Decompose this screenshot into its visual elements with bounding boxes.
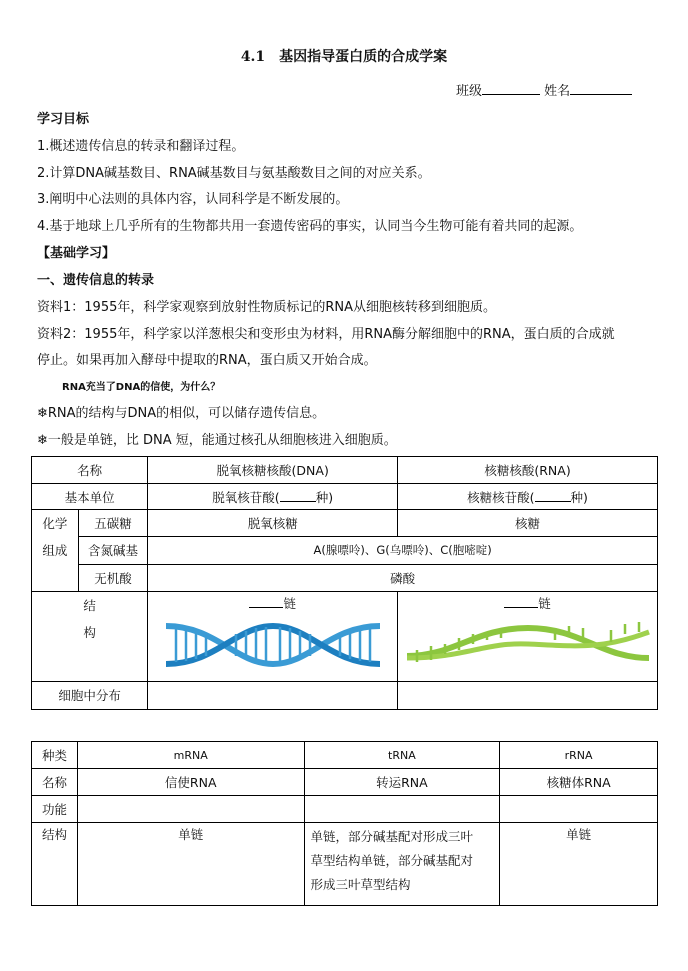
material-1: 资料1：1955年，科学家观察到放射性物质标记的RNA从细胞核转移到细胞质。: [37, 300, 497, 315]
dist-label: 细胞中分布: [32, 681, 148, 709]
class-blank[interactable]: [482, 82, 540, 95]
rna-dist-blank[interactable]: [398, 681, 658, 709]
goal-1: 1.概述遗传信息的转录和翻译过程。: [37, 139, 245, 154]
dna-double-helix-icon: [166, 618, 380, 670]
unit-label: 基本单位: [32, 484, 148, 510]
rna-chain-blank[interactable]: [504, 596, 538, 608]
sugar-label: 五碳糖: [78, 510, 148, 537]
struct-label: 结构: [32, 823, 78, 906]
dna-sugar: 脱氧核糖: [148, 510, 398, 537]
dna-chain-blank[interactable]: [249, 596, 283, 608]
rna-single-helix-icon: [405, 620, 651, 666]
struct-label: 结 构: [32, 591, 148, 681]
answer-2: ❄一般是单链，比 DNA 短，能通过核孔从细胞核进入细胞质。: [37, 433, 397, 448]
h-kind: 种类: [32, 742, 78, 769]
kind-trna: tRNA: [304, 742, 500, 769]
goal-2: 2.计算DNA碱基数目、RNA碱基数目与氨基酸数目之间的对应关系。: [37, 166, 431, 181]
dna-dist-blank[interactable]: [148, 681, 398, 709]
class-name-line: [456, 80, 632, 99]
rna-types-table: [31, 741, 658, 906]
h-name: 名称: [32, 457, 148, 484]
acid: 磷酸: [148, 564, 658, 591]
basic-heading: 【基础学习】: [37, 246, 116, 261]
section1-heading: 一、遗传信息的转录: [37, 273, 155, 288]
goal-4: 4.基于地球上几乎所有的生物都共用一套遗传密码的事实，认同当今生物可能有着共同的起源。: [37, 219, 583, 234]
rna-unit: 核糖核苷酸( 种): [398, 484, 658, 510]
base-label: 含氮碱基: [78, 537, 148, 564]
dna-structure: 链: [148, 591, 398, 681]
struct-trna: 单链，部分碱基配对形成三叶 草型结构单链，部分碱基配对 形成三叶草型结构: [304, 823, 500, 906]
page-title: 4.1 基因指导蛋白质的合成学案: [240, 49, 448, 65]
class-label: 班级: [456, 84, 483, 99]
struct-mrna: 单链: [77, 823, 304, 906]
goals-heading: 学习目标: [37, 112, 90, 127]
func-mrna-blank[interactable]: [77, 796, 304, 823]
name-rrna: 核糖体RNA: [500, 769, 658, 796]
struct-rrna: 单链: [500, 823, 658, 906]
dna-unit-blank[interactable]: [280, 490, 316, 502]
rna-structure: 链: [398, 591, 658, 681]
name-mrna: 信使RNA: [77, 769, 304, 796]
name-blank[interactable]: [570, 82, 632, 95]
kind-mrna: mRNA: [77, 742, 304, 769]
h-rna: 核糖核酸(RNA): [398, 457, 658, 484]
rna-sugar: 核糖: [398, 510, 658, 537]
func-trna-blank[interactable]: [304, 796, 500, 823]
kind-rrna: rRNA: [500, 742, 658, 769]
goal-3: 3.阐明中心法则的具体内容，认同科学是不断发展的。: [37, 192, 349, 207]
question: RNA充当了DNA的信使，为什么？: [62, 382, 221, 393]
rna-unit-blank[interactable]: [535, 490, 571, 502]
acid-label: 无机酸: [78, 564, 148, 591]
name-label: 名称: [32, 769, 78, 796]
comp-label: 化学 组成: [32, 510, 79, 565]
answer-1: ❄RNA的结构与DNA的相似，可以储存遗传信息。: [37, 406, 326, 421]
func-rrna-blank[interactable]: [500, 796, 658, 823]
material-2-line2: 停止。如果再加入酵母中提取的RNA，蛋白质又开始合成。: [37, 353, 377, 368]
func-label: 功能: [32, 796, 78, 823]
name-label: 姓名: [544, 84, 571, 99]
h-dna: 脱氧核糖核酸(DNA): [148, 457, 398, 484]
nucleic-acid-table: [31, 456, 658, 710]
material-2-line1: 资料2：1955年，科学家以洋葱根尖和变形虫为材料，用RNA酶分解细胞中的RNA，蛋白质的合成就: [37, 327, 615, 342]
dna-unit: 脱氧核苷酸( 种): [148, 484, 398, 510]
name-trna: 转运RNA: [304, 769, 500, 796]
bases: A(腺嘌呤)、G(乌嘌呤)、C(胞嘧啶): [148, 537, 658, 564]
